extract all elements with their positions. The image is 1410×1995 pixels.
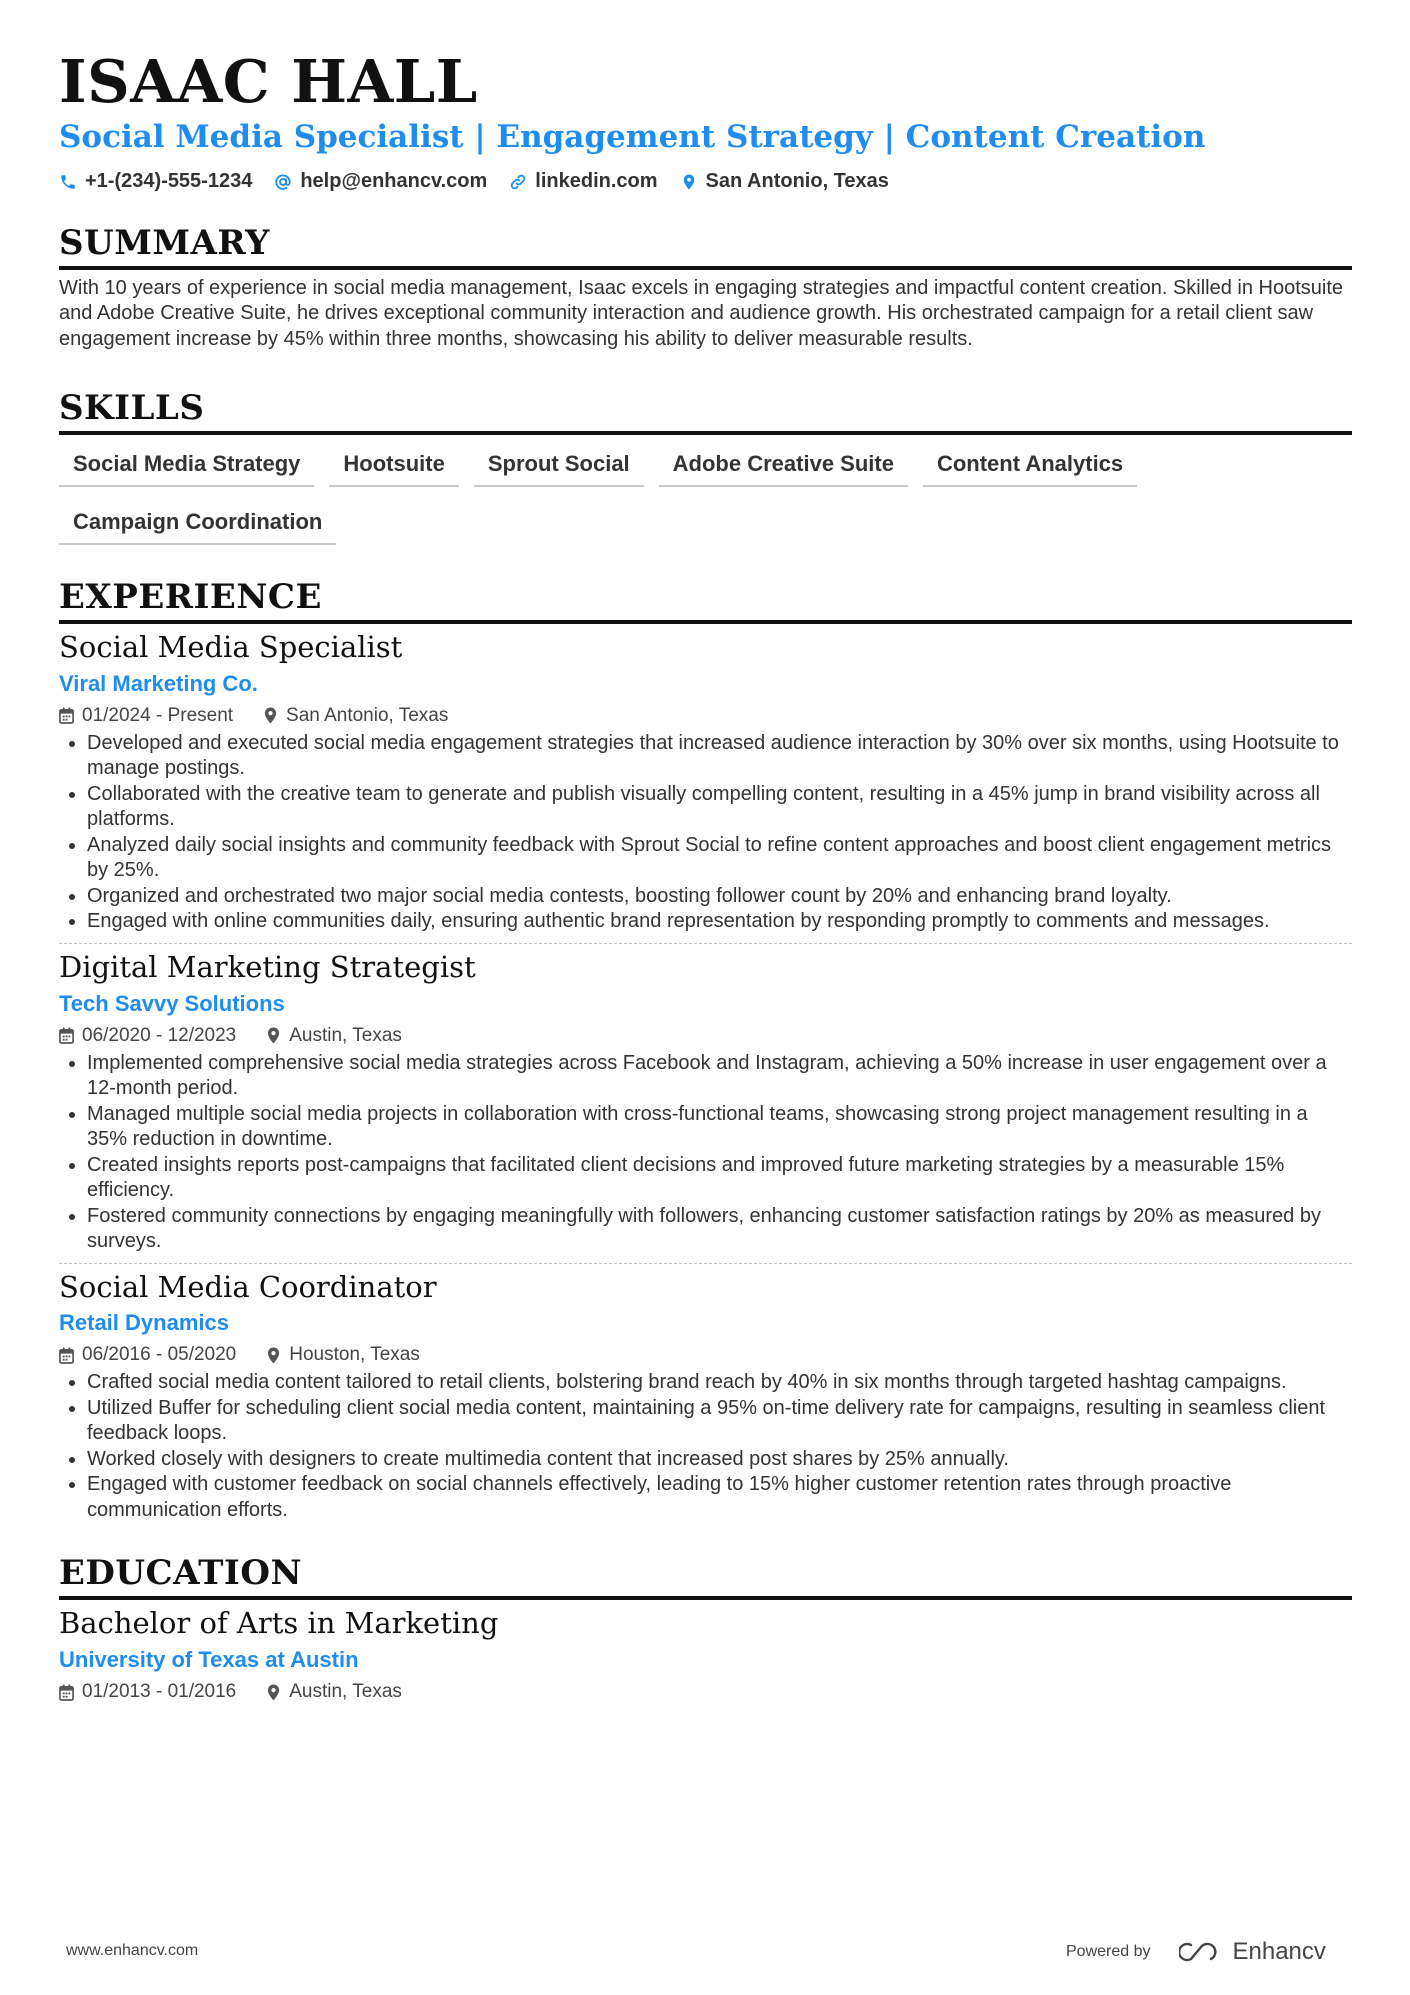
experience-title: EXPERIENCE xyxy=(59,577,1352,624)
email-text: help@enhancv.com xyxy=(300,170,488,193)
footer-website-link[interactable]: www.enhancv.com xyxy=(66,1942,199,1959)
bullet-item: • Analyzed daily social insights and community feedback with Sprout Social to refine content approaches and boost client engagement metrics by 25%. xyxy=(87,833,1352,884)
company-name: Viral Marketing Co. xyxy=(59,670,258,696)
job-meta xyxy=(59,705,1352,727)
dates-text: 06/2016 - 05/2020 xyxy=(82,1344,237,1366)
bullet-item: • Crafted social media content tailored to retail clients, bolstering brand reach by 40% in six months through targeted hashtag campaigns. xyxy=(87,1370,1352,1396)
location-pin-icon xyxy=(680,173,698,191)
education-location xyxy=(266,1681,402,1703)
education-meta xyxy=(59,1681,1352,1703)
experience-section xyxy=(59,577,1352,1523)
job-bullets xyxy=(59,731,1352,935)
skills-section xyxy=(59,388,1352,545)
company-name: Tech Savvy Solutions xyxy=(59,990,285,1016)
skill-tag: Adobe Creative Suite xyxy=(659,443,908,487)
summary-text: With 10 years of experience in social media management, Isaac excels in engaging strategies and impactful content creation. Skilled in Hootsuite and Adobe Creative Suite, he drives exceptional community interaction and audience growth. His orchestrated campaign for a retail client saw engagement increase by 45% within three months, showcasing his ability to deliver measurable results. xyxy=(59,276,1344,350)
job-location xyxy=(263,705,448,727)
dates-text: 01/2024 - Present xyxy=(82,704,234,726)
bullet-item: • Created insights reports post-campaigns that facilitated client decisions and improved future marketing strategies by a measurable 15% efficiency. xyxy=(87,1153,1352,1204)
experience-entry xyxy=(59,950,1352,1264)
powered-by xyxy=(1066,1938,1326,1966)
location-pin-icon xyxy=(266,1684,281,1701)
job-meta xyxy=(59,1344,1352,1366)
skill-tag: Hootsuite xyxy=(329,443,458,487)
education-dates xyxy=(59,1681,236,1703)
school-name: University of Texas at Austin xyxy=(59,1647,359,1673)
linkedin-text: linkedin.com xyxy=(535,170,658,193)
job-dates xyxy=(59,705,233,727)
entry-divider xyxy=(59,943,1352,944)
summary-section xyxy=(59,223,1352,352)
bullet-item: • Engaged with online communities daily, ensuring authentic brand representation by responding promptly to comments and messages. xyxy=(87,909,1352,935)
bullet-item: • Utilized Buffer for scheduling client social media content, maintaining a 95% on-time delivery rate for campaigns, resulting in seamless client feedback loops. xyxy=(87,1396,1352,1447)
calendar-icon xyxy=(59,1027,74,1044)
phone-text: +1-(234)-555-1234 xyxy=(85,170,253,193)
job-location xyxy=(266,1025,402,1047)
bullet-item: • Engaged with customer feedback on social channels effectively, leading to 15% higher customer retention rates through proactive communication efforts. xyxy=(87,1472,1352,1523)
calendar-icon xyxy=(59,1684,74,1701)
job-title: Social Media Coordinator xyxy=(59,1269,437,1304)
job-location xyxy=(266,1344,420,1366)
bullet-item: • Developed and executed social media engagement strategies that increased audience interaction by 30% over six months, using Hootsuite to manage postings. xyxy=(87,731,1352,782)
summary-title: SUMMARY xyxy=(59,223,1352,270)
link-icon xyxy=(509,173,527,191)
contact-location xyxy=(680,170,889,193)
resume-page xyxy=(59,44,1352,1703)
experience-entry xyxy=(59,1270,1352,1524)
skills-title: SKILLS xyxy=(59,388,1352,435)
location-pin-icon xyxy=(263,707,278,724)
calendar-icon xyxy=(59,1347,74,1364)
location-pin-icon xyxy=(266,1347,281,1364)
job-bullets xyxy=(59,1051,1352,1255)
dates-text: 06/2020 - 12/2023 xyxy=(82,1024,237,1046)
bullet-item: • Implemented comprehensive social media strategies across Facebook and Instagram, achieving a 50% increase in user engagement over a 12-month period. xyxy=(87,1051,1352,1102)
degree-title: Bachelor of Arts in Marketing xyxy=(59,1606,499,1641)
powered-by-label: Powered by xyxy=(1066,1943,1151,1960)
bullet-item: • Collaborated with the creative team to generate and publish visually compelling content, resulting in a 45% jump in brand visibility across all platforms. xyxy=(87,782,1352,833)
location-pin-icon xyxy=(266,1027,281,1044)
education-title: EDUCATION xyxy=(59,1553,1352,1600)
enhancv-logo-icon xyxy=(1179,1941,1225,1963)
location-text: Austin, Texas xyxy=(289,1024,402,1046)
skill-tag: Content Analytics xyxy=(923,443,1137,487)
bullet-item: • Organized and orchestrated two major social media contests, boosting follower count by 20% and enhancing brand loyalty. xyxy=(87,884,1352,910)
dates-text: 01/2013 - 01/2016 xyxy=(82,1681,237,1703)
experience-entry xyxy=(59,630,1352,944)
contact-email[interactable] xyxy=(274,170,487,193)
phone-icon xyxy=(59,173,77,191)
location-text: San Antonio, Texas xyxy=(286,704,449,726)
headline: Social Media Specialist | Engagement Strategy | Content Creation xyxy=(59,119,1206,155)
company-name: Retail Dynamics xyxy=(59,1310,229,1336)
job-dates xyxy=(59,1025,236,1047)
job-title: Digital Marketing Strategist xyxy=(59,949,476,984)
contact-linkedin[interactable] xyxy=(509,170,657,193)
candidate-name: ISAAC HALL xyxy=(59,47,478,116)
enhancv-logo[interactable] xyxy=(1179,1938,1326,1966)
location-text: Austin, Texas xyxy=(289,1681,402,1703)
bullet-item: • Worked closely with designers to create multimedia content that increased post shares by 25% annually. xyxy=(87,1447,1352,1473)
location-text: San Antonio, Texas xyxy=(705,170,889,193)
calendar-icon xyxy=(59,707,74,724)
contact-bar xyxy=(59,170,1352,193)
skill-tag: Sprout Social xyxy=(474,443,644,487)
job-title: Social Media Specialist xyxy=(59,630,403,665)
contact-phone[interactable] xyxy=(59,170,252,193)
skill-tag: Social Media Strategy xyxy=(59,443,314,487)
bullet-item: • Managed multiple social media projects in collaboration with cross-functional teams, showcasing strong project management resulting in a 35% reduction in downtime. xyxy=(87,1102,1352,1153)
entry-divider xyxy=(59,1263,1352,1264)
skill-tag: Campaign Coordination xyxy=(59,501,336,545)
skills-list xyxy=(59,443,1352,545)
bullet-item: • Fostered community connections by engaging meaningfully with followers, enhancing customer satisfaction ratings by 20% as measured by surveys. xyxy=(87,1204,1352,1255)
job-dates xyxy=(59,1344,236,1366)
location-text: Houston, Texas xyxy=(289,1344,420,1366)
brand-name: Enhancv xyxy=(1232,1938,1326,1965)
job-bullets xyxy=(59,1370,1352,1523)
at-icon xyxy=(274,173,292,191)
job-meta xyxy=(59,1025,1352,1047)
education-section xyxy=(59,1553,1352,1703)
